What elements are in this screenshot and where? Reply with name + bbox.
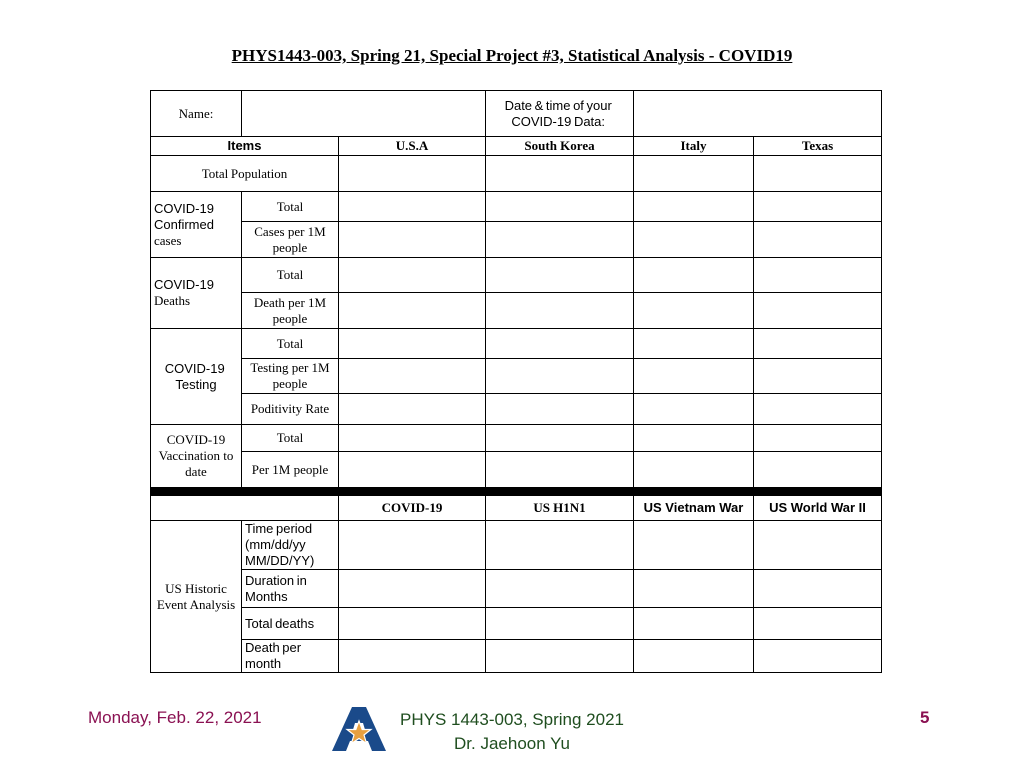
cell-deaths-total-south-korea[interactable]	[486, 258, 634, 293]
footer-course	[392, 708, 632, 756]
cell-deaths-total-usa[interactable]	[339, 258, 486, 293]
cell-confirmed-total-usa[interactable]	[339, 192, 486, 222]
cell-positivity-texas[interactable]	[754, 394, 882, 425]
date-label-line-2: COVID-19 Data:	[511, 113, 608, 129]
row-testing-total: Total	[242, 329, 339, 359]
cell-time-period-h1n1[interactable]	[486, 521, 634, 570]
footer-date: Monday, Feb. 22, 2021	[88, 708, 262, 727]
confirmed-per-1m-line-2: people	[272, 239, 308, 255]
cell-total-deaths-covid19[interactable]	[339, 608, 486, 640]
cell-deaths-per-1m-texas[interactable]	[754, 293, 882, 329]
cell-vaccination-per-1m-italy[interactable]	[634, 452, 754, 488]
cell-vaccination-per-1m-texas[interactable]	[754, 452, 882, 488]
cell-confirmed-per-1m-south-korea[interactable]	[486, 222, 634, 258]
cell-deaths-per-1m-south-korea[interactable]	[486, 293, 634, 329]
row-deaths-total: Total	[242, 258, 339, 293]
time-period-line-1: Time period	[245, 521, 315, 536]
confirmed-per-1m-line-1: Cases per 1M	[254, 223, 326, 239]
vaccination-line-1: COVID-19	[166, 432, 226, 447]
col-header-us-h1n1: US H1N1	[486, 496, 634, 521]
cell-death-per-month-wwii[interactable]	[754, 640, 882, 673]
row-total-population: Total Population	[151, 156, 339, 192]
cell-population-texas[interactable]	[754, 156, 882, 192]
duration-line-1: Duration in	[245, 572, 310, 588]
group-us-historic-event-analysis	[151, 521, 242, 673]
cell-death-per-month-vietnam[interactable]	[634, 640, 754, 673]
group-vaccination	[151, 425, 242, 488]
cell-population-south-korea[interactable]	[486, 156, 634, 192]
cell-duration-h1n1[interactable]	[486, 570, 634, 608]
row-time-period	[242, 521, 339, 570]
cell-vaccination-per-1m-usa[interactable]	[339, 452, 486, 488]
row-deaths-per-1m	[242, 293, 339, 329]
col-header-us-vietnam-war: US Vietnam War	[634, 496, 754, 521]
group-confirmed-cases	[151, 192, 242, 258]
historic-header-blank	[151, 496, 339, 521]
divider-bar	[151, 488, 882, 496]
cell-death-per-month-h1n1[interactable]	[486, 640, 634, 673]
cell-testing-per-1m-texas[interactable]	[754, 359, 882, 394]
cell-duration-covid19[interactable]	[339, 570, 486, 608]
col-header-usa: U.S.A	[339, 137, 486, 156]
row-vaccination-total: Total	[242, 425, 339, 452]
cell-confirmed-per-1m-texas[interactable]	[754, 222, 882, 258]
cell-testing-total-italy[interactable]	[634, 329, 754, 359]
cell-death-per-month-covid19[interactable]	[339, 640, 486, 673]
row-total-deaths: Total deaths	[242, 608, 339, 640]
row-death-per-month: Death per month	[242, 640, 339, 673]
row-duration	[242, 570, 339, 608]
col-header-italy: Italy	[634, 137, 754, 156]
cell-duration-vietnam[interactable]	[634, 570, 754, 608]
confirmed-line-1: COVID-19	[154, 200, 217, 216]
cell-positivity-south-korea[interactable]	[486, 394, 634, 425]
cell-vaccination-total-south-korea[interactable]	[486, 425, 634, 452]
cell-total-deaths-wwii[interactable]	[754, 608, 882, 640]
cell-positivity-italy[interactable]	[634, 394, 754, 425]
cell-confirmed-per-1m-italy[interactable]	[634, 222, 754, 258]
date-label-line-1: Date & time of your	[504, 97, 615, 113]
cell-population-usa[interactable]	[339, 156, 486, 192]
page-title: PHYS1443-003, Spring 21, Special Project #3, Statistical Analysis - COVID19	[231, 46, 793, 65]
col-header-covid19: COVID-19	[339, 496, 486, 521]
row-vaccination-per-1m: Per 1M people	[242, 452, 339, 488]
cell-vaccination-total-texas[interactable]	[754, 425, 882, 452]
cell-testing-per-1m-italy[interactable]	[634, 359, 754, 394]
cell-total-deaths-vietnam[interactable]	[634, 608, 754, 640]
deaths-per-1m-line-2: people	[272, 310, 308, 326]
time-period-line-3: MM/DD/YY)	[245, 553, 315, 568]
historic-line-1: US Historic	[165, 580, 227, 596]
cell-population-italy[interactable]	[634, 156, 754, 192]
deaths-per-1m-line-1: Death per 1M	[253, 294, 327, 310]
time-period-line-2: (mm/dd/yy	[245, 537, 311, 552]
cell-testing-per-1m-south-korea[interactable]	[486, 359, 634, 394]
confirmed-line-2: Confirmed	[154, 216, 217, 232]
section-divider	[151, 488, 882, 496]
date-label	[486, 91, 634, 137]
cell-vaccination-total-usa[interactable]	[339, 425, 486, 452]
cell-positivity-usa[interactable]	[339, 394, 486, 425]
vaccination-line-2: Vaccination to	[158, 448, 234, 463]
historic-line-2: Event Analysis	[156, 596, 236, 612]
uta-star-a-logo-icon	[330, 705, 388, 753]
group-deaths	[151, 258, 242, 329]
testing-line-1: COVID-19	[164, 360, 228, 376]
page-number: 5	[920, 708, 930, 727]
cell-deaths-per-1m-usa[interactable]	[339, 293, 486, 329]
cell-time-period-wwii[interactable]	[754, 521, 882, 570]
col-header-texas: Texas	[754, 137, 882, 156]
cell-testing-total-usa[interactable]	[339, 329, 486, 359]
name-field[interactable]	[242, 91, 486, 137]
duration-line-2: Months	[245, 588, 288, 604]
cell-confirmed-per-1m-usa[interactable]	[339, 222, 486, 258]
cell-deaths-total-italy[interactable]	[634, 258, 754, 293]
cell-testing-per-1m-usa[interactable]	[339, 359, 486, 394]
col-header-items: Items	[151, 137, 339, 156]
vaccination-line-3: date	[185, 464, 207, 479]
cell-vaccination-total-italy[interactable]	[634, 425, 754, 452]
row-testing-per-1m	[242, 359, 339, 394]
cell-time-period-vietnam[interactable]	[634, 521, 754, 570]
testing-per-1m-line-2: people	[272, 376, 308, 391]
group-testing	[151, 329, 242, 425]
cell-total-deaths-h1n1[interactable]	[486, 608, 634, 640]
cell-deaths-per-1m-italy[interactable]	[634, 293, 754, 329]
covid-form-table	[150, 90, 882, 673]
footer-instructor: Dr. Jaehoon Yu	[454, 734, 570, 753]
deaths-line-1: COVID-19	[154, 277, 217, 292]
confirmed-line-3: cases	[154, 232, 182, 248]
col-header-us-world-war-ii: US World War II	[754, 496, 882, 521]
cell-confirmed-total-italy[interactable]	[634, 192, 754, 222]
cell-testing-total-south-korea[interactable]	[486, 329, 634, 359]
cell-testing-total-texas[interactable]	[754, 329, 882, 359]
footer-course-title: PHYS 1443-003, Spring 2021	[400, 710, 624, 729]
cell-confirmed-total-south-korea[interactable]	[486, 192, 634, 222]
row-confirmed-per-1m	[242, 222, 339, 258]
testing-per-1m-line-1: Testing per 1M	[250, 360, 330, 375]
cell-time-period-covid19[interactable]	[339, 521, 486, 570]
cell-vaccination-per-1m-south-korea[interactable]	[486, 452, 634, 488]
date-field[interactable]	[634, 91, 882, 137]
row-confirmed-total: Total	[242, 192, 339, 222]
row-positivity-rate: Poditivity Rate	[242, 394, 339, 425]
testing-line-2: Testing	[175, 376, 217, 392]
cell-confirmed-total-texas[interactable]	[754, 192, 882, 222]
name-label: Name:	[151, 91, 242, 137]
cell-deaths-total-texas[interactable]	[754, 258, 882, 293]
deaths-line-2: Deaths	[154, 293, 191, 308]
cell-duration-wwii[interactable]	[754, 570, 882, 608]
col-header-south-korea: South Korea	[486, 137, 634, 156]
